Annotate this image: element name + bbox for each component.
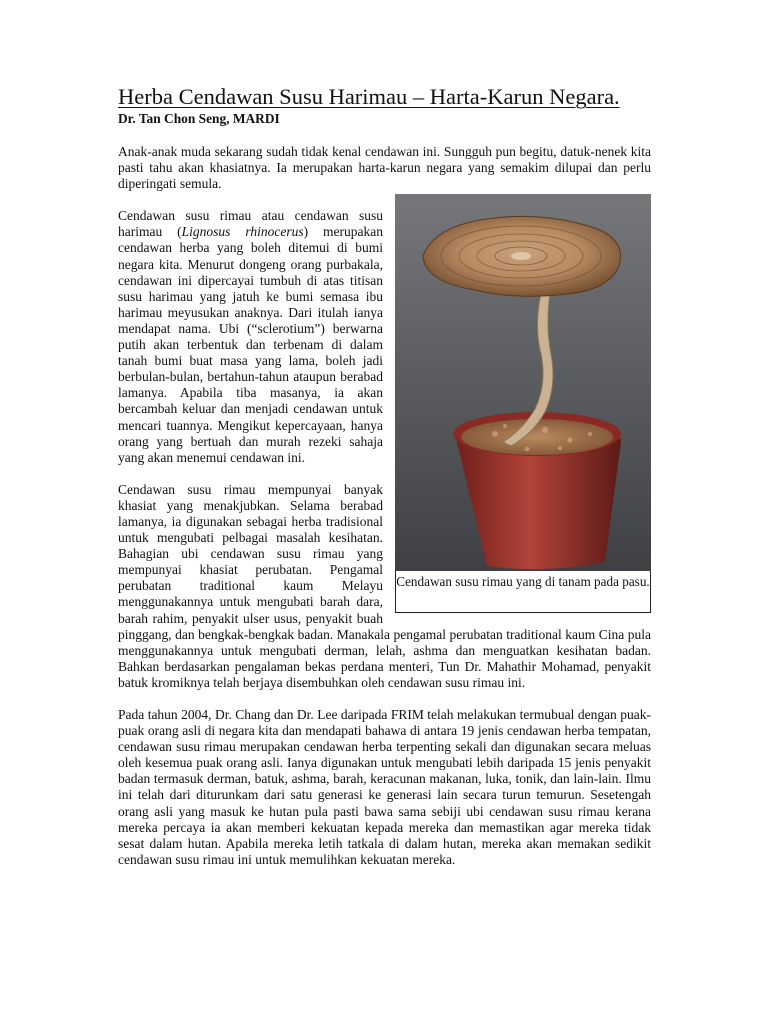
intro-paragraph: Anak-anak muda sekarang sudah tidak kenal cendawan ini. Sungguh pun begitu, datuk-nenek kita pasti tahu akan khasiatnya. Ia merupakan harta-karun negara yang semakim dilupai dan perlu diperingati semula. [118, 144, 651, 192]
article-title: Herba Cendawan Susu Harimau – Harta-Karun Negara. [118, 84, 620, 109]
mushroom-figure [395, 194, 651, 613]
benefits-paragraph: Cendawan susu rimau mempunyai banyak khasiat yang menakjubkan. Selama berabad lamanya, ia digunakan sebagai herba tradisional untuk mengubati pelbagai masalah kesihatan. Bahagian ubi cendawan susu rimau yang mempunyai khasiat perubatan. Pengamal perubatan traditional kaum Melayu menggunakannya untuk mengubati barah dara, barah rahim, penyakit ulser usus, penyakit buah pinggang, dan bengkak-bengkak badan. Manakala pengamal perubatan traditional kaum Cina pula menggunakannya untuk mengubati derman, lelah, ashma dan menguatkan kesihatan badan. Bahkan berdasarkan pengalaman bekas perdana menteri, Tun Dr. Mahathir Mohamad, penyakit batuk kromiknya telah berjaya disembuhkan oleh cendawan susu rimau ini. [118, 481, 651, 690]
research-paragraph: Pada tahun 2004, Dr. Chang dan Dr. Lee daripada FRIM telah melakukan termubual dengan puak-puak orang asli di negara kita dan mendapati bahawa di antara 19 jenis cendawan herba tempatan, cendawan susu rimau merupakan cendawan herba terpenting sekali dan digunakan secara meluas oleh kesemua puak orang asli. Ianya digunakan untuk mengubati lebih daripada 15 jenis penyakit badan termasuk derman, batuk, ashma, barah, keracunan makanan, luka, tonik, dan lain-lain. Ilmu ini telah dari diturunkam dari satu generasi ke generasi lain secara turun temurun. Sesetengah orang asli yang masuk ke hutan pula pasti bawa sama sebiji ubi cendawan susu rimau kerana mereka percaya ia akan memberi kekuatan kepada mereka dan memastikan agar mereka tidak sesat dalam hutan. Apabila mereka letih tatkala di dalam hutan, mereka akan memakan sedikit cendawan susu rimau ini untuk memulihkan kekuatan mereka. [118, 707, 651, 867]
mushroom-photo [395, 194, 651, 571]
document-page [118, 84, 651, 868]
figure-caption: Cendawan susu rimau yang di tanam pada pasu. [395, 571, 651, 613]
description-text-end: ) merupakan cendawan herba yang boleh ditemui di bumi negara kita. Menurut dongeng orang purbakala, cendawan ini dipercayai tumbuh di atas titisan susu harimau yang jatuh ke bumi semasa ibu harimau meyusukan anaknya. Dari itulah ianya mendapat nama. Ubi (“sclerotium”) berwarna putih akan terbentuk dan terbenam di dalam tanah bumi buat masa yang lama, boleh jadi berbulan-bulan, bertahun-tahun ataupun berabad lamanya. Apabila tiba masanya, ia akan bercambah keluar dan menjadi cendawan untuk mencari tuannya. Mengikut kepercayaan, hanya orang yang bertuah dan murah rezeki sahaja yang akan menemui cendawan ini. [118, 224, 383, 465]
description-text-start: Cendawan susu rimau atau cendawan susu harimau ( [118, 208, 383, 240]
article-author: Dr. Tan Chon Seng, MARDI [118, 111, 280, 126]
mushroom-cap [423, 217, 621, 297]
species-name: Lignosus rhinocerus [181, 224, 304, 240]
